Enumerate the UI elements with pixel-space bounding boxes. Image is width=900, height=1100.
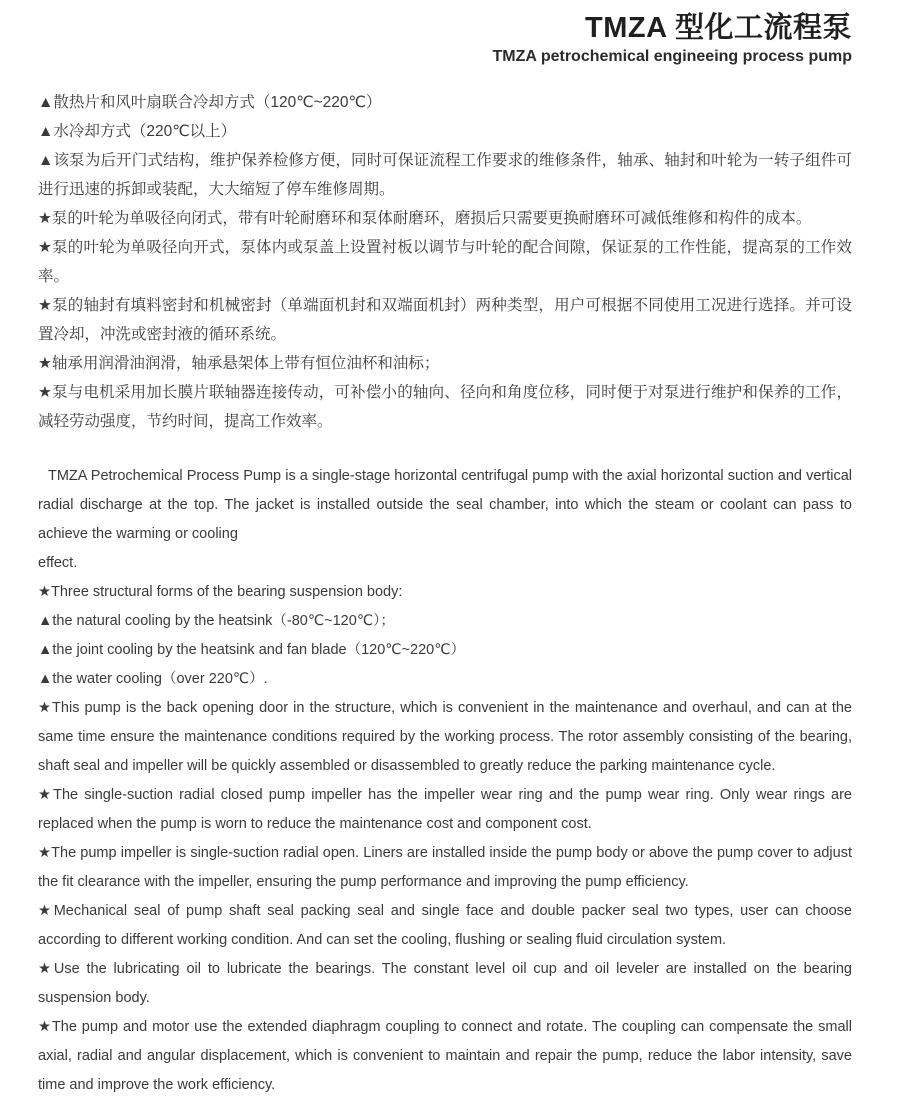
- cn-feature-bearing-lubrication: ★轴承用润滑油润滑，轴承悬架体上带有恒位油杯和油标；: [38, 355, 440, 372]
- page-title: TMZA 型化工流程泵: [584, 12, 852, 44]
- en-natural-cooling-item: ▲the natural cooling by the heatsink（-80℃~120℃）；: [38, 613, 395, 629]
- en-structural-forms-heading: ★Three structural forms of the bearing suspension body:: [38, 584, 403, 600]
- en-intro-paragraph: TMZA Petrochemical Process Pump is a single-stage horizontal centrifugal pump with the axial horizontal suction and vertical radial discharge at the top. The jacket is installed outside the seal chamber, into which the steam or coolant can pass to achieve the warming or cooling: [38, 468, 852, 542]
- cn-feature-shaft-seal-types: ★泵的轴封有填料密封和机械密封（单端面机封和双端面机封）两种类型，用户可根据不同使用工况进行选择。并可设置冷却，冲洗或密封液的循环系统。: [38, 297, 852, 343]
- en-intro-paragraph-effect: effect.: [38, 555, 78, 571]
- cn-feature-water-cooling: ▲水冷却方式（220℃以上）: [38, 123, 237, 140]
- en-mechanical-seal-paragraph: ★Mechanical seal of pump shaft seal packing seal and single face and double packer seal two types, user can choose according to different working condition. And can set the cooling, flushing or sealing fluid circulation system.: [38, 903, 852, 948]
- cn-feature-back-door-structure: ▲该泵为后开门式结构，维护保养检修方便，同时可保证流程工作要求的维修条件，轴承、轴封和叶轮为一转子组件可进行迅速的拆卸或装配，大大缩短了停车维修周期。: [38, 152, 852, 198]
- cn-feature-open-impeller: ★泵的叶轮为单吸径向开式，泵体内或泵盖上设置衬板以调节与叶轮的配合间隙，保证泵的工作性能，提高泵的工作效率。: [38, 239, 852, 285]
- cn-feature-cooling-fin-fan: ▲散热片和风叶扇联合冷却方式（120℃~220℃）: [38, 94, 382, 111]
- chinese-features-section: [38, 88, 852, 436]
- cn-feature-diaphragm-coupling: ★泵与电机采用加长膜片联轴器连接传动，可补偿小的轴向、径向和角度位移，同时便于对泵进行维护和保养的工作，减轻劳动强度，节约时间，提高工作效率。: [38, 384, 852, 430]
- en-lubrication-paragraph: ★Use the lubricating oil to lubricate the bearings. The constant level oil cup and oil leveler are installed on the bearing suspension body.: [38, 961, 852, 1006]
- en-back-opening-paragraph: ★This pump is the back opening door in the structure, which is convenient in the maintenance and overhaul, and can at the same time ensure the maintenance conditions required by the working process. The rotor assembly consisting of the bearing, shaft seal and impeller will be quickly assembled or disassembled to greatly reduce the parking maintenance cycle.: [38, 700, 852, 774]
- cn-feature-closed-impeller: ★泵的叶轮为单吸径向闭式，带有叶轮耐磨环和泵体耐磨环，磨损后只需要更换耐磨环可减低维修和构件的成本。: [38, 210, 812, 227]
- en-closed-impeller-paragraph: ★The single-suction radial closed pump impeller has the impeller wear ring and the pump wear ring. Only wear rings are replaced when the pump is worn to reduce the maintenance cost and component cost.: [38, 787, 852, 832]
- en-water-cooling-item: ▲the water cooling（over 220℃）.: [38, 671, 268, 687]
- document-header: [38, 10, 852, 68]
- en-open-impeller-paragraph: ★The pump impeller is single-suction radial open. Liners are installed inside the pump body or above the pump cover to adjust the fit clearance with the impeller, ensuring the pump performance and improving the pump efficiency.: [38, 845, 852, 890]
- page-subtitle: TMZA petrochemical engineeing process pump: [492, 48, 852, 65]
- english-description-section: [38, 462, 852, 1100]
- en-coupling-paragraph: ★The pump and motor use the extended diaphragm coupling to connect and rotate. The coupling can compensate the small axial, radial and angular displacement, which is convenient to maintain and repair the pump, reduce the labor intensity, save time and improve the work efficiency.: [38, 1019, 852, 1093]
- en-joint-cooling-item: ▲the joint cooling by the heatsink and fan blade（120℃~220℃）: [38, 642, 466, 658]
